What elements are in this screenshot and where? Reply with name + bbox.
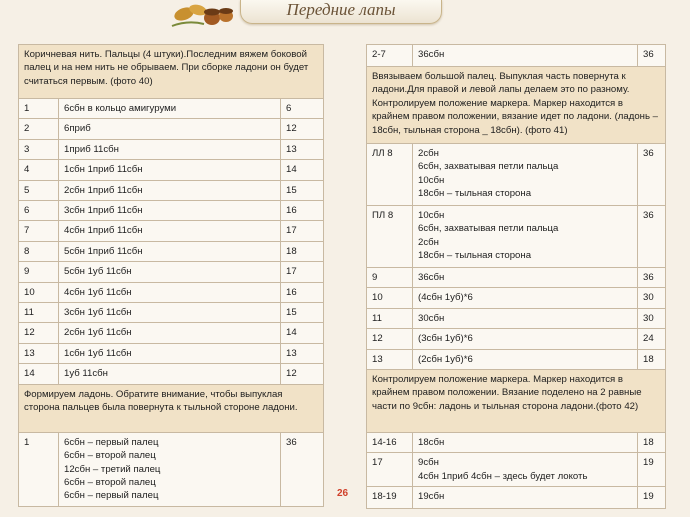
stitch-count: 30 (638, 288, 666, 308)
stitch-count: 18 (638, 433, 666, 453)
row-instructions: 10сбн 6сбн, захватывая петли пальца 2сбн 18сбн – тыльная сторона (413, 206, 638, 268)
table-row (19, 303, 324, 323)
table-row (19, 364, 324, 384)
row-instructions: 1сбн 1приб 11сбн (59, 160, 281, 180)
stitch-count: 14 (281, 160, 324, 180)
row-number: 11 (19, 303, 59, 323)
stitch-count: 16 (281, 282, 324, 302)
row-number: 8 (19, 241, 59, 261)
table-row (367, 487, 666, 509)
table-row (367, 144, 666, 206)
left-pattern-table (18, 44, 324, 507)
table-row (19, 180, 324, 200)
stitch-count: 36 (281, 432, 324, 506)
stitch-count: 24 (638, 329, 666, 349)
table-row (367, 349, 666, 369)
row-number: 1 (19, 99, 59, 119)
stitch-count: 13 (281, 139, 324, 159)
row-number: 10 (19, 282, 59, 302)
row-instructions: (4сбн 1уб)*6 (413, 288, 638, 308)
right-pattern-table (366, 44, 666, 509)
stitch-count: 15 (281, 180, 324, 200)
table-row (367, 433, 666, 453)
stitch-count: 13 (281, 343, 324, 363)
stitch-count: 15 (281, 303, 324, 323)
stitch-count: 17 (281, 221, 324, 241)
row-number: 13 (19, 343, 59, 363)
table-row (19, 99, 324, 119)
row-instructions: 19сбн (413, 487, 638, 509)
table-row (367, 308, 666, 328)
row-instructions: 9сбн 4сбн 1приб 4сбн – здесь будет локоть (413, 453, 638, 487)
row-number: 17 (367, 453, 413, 487)
stitch-count: 18 (638, 349, 666, 369)
stitch-count: 14 (281, 323, 324, 343)
table-row (19, 323, 324, 343)
row-instructions: 5сбн 1уб 11сбн (59, 262, 281, 282)
acorn-leaf-decoration (168, 0, 240, 30)
section-intro-row (19, 45, 324, 99)
row-number: 7 (19, 221, 59, 241)
row-instructions: 3сбн 1уб 11сбн (59, 303, 281, 323)
stitch-count: 12 (281, 364, 324, 384)
section-intro-row (19, 384, 324, 432)
row-number: 10 (367, 288, 413, 308)
stitch-count: 19 (638, 487, 666, 509)
row-instructions: (3сбн 1уб)*6 (413, 329, 638, 349)
row-number: 13 (367, 349, 413, 369)
row-instructions: 30сбн (413, 308, 638, 328)
row-instructions: 36сбн (413, 45, 638, 67)
section-intro-row (367, 370, 666, 433)
row-number: 9 (367, 268, 413, 288)
row-instructions: 2сбн 1приб 11сбн (59, 180, 281, 200)
table-row (367, 268, 666, 288)
table-row (19, 343, 324, 363)
table-row (19, 139, 324, 159)
marker-note: Контролируем положение маркера. Маркер находится в крайнем правом положении. Вязание поделено на 2 равные части по 9сбн: ладонь и тыльная сторона ладони.(фото 42) (367, 370, 666, 433)
row-instructions: 36сбн (413, 268, 638, 288)
table-row (19, 432, 324, 506)
page-number: 26 (337, 488, 349, 499)
table-row (19, 282, 324, 302)
row-number: 11 (367, 308, 413, 328)
row-instructions: 6сбн – первый палец 6сбн – второй палец 12сбн – третий палец 6сбн – второй палец 6сбн – первый палец (59, 432, 281, 506)
stitch-count: 36 (638, 144, 666, 206)
stitch-count: 19 (638, 453, 666, 487)
row-number: 1 (19, 432, 59, 506)
row-number: ПЛ 8 (367, 206, 413, 268)
row-instructions: 1приб 11сбн (59, 139, 281, 159)
stitch-count: 18 (281, 241, 324, 261)
stitch-count: 36 (638, 268, 666, 288)
row-number: 14-16 (367, 433, 413, 453)
table-row (367, 206, 666, 268)
row-number: 2-7 (367, 45, 413, 67)
row-number: 5 (19, 180, 59, 200)
row-number: 3 (19, 139, 59, 159)
row-instructions: 1уб 11сбн (59, 364, 281, 384)
table-row (367, 453, 666, 487)
fingers-intro: Коричневая нить. Пальцы (4 штуки).Последним вяжем боковой палец и на нем нить не обрываем. При сборке ладони он будет считаться первым. (фото 40) (19, 45, 324, 99)
row-number: 12 (367, 329, 413, 349)
stitch-count: 36 (638, 206, 666, 268)
thumb-intro: Ввязываем большой палец. Выпуклая часть повернута к ладони.Для правой и левой лапы делаем это по разному. Контролируем положение маркера. Маркер находится в крайнем правом положении, вязание идет по ладони. (ладонь – 18сбн, тыльная сторона _ 18сбн). (фото 41) (367, 67, 666, 144)
row-number: 18-19 (367, 487, 413, 509)
page-title: Передние лапы (240, 0, 442, 24)
row-number: 14 (19, 364, 59, 384)
row-instructions: 2сбн 6сбн, захватывая петли пальца 10сбн 18сбн – тыльная сторона (413, 144, 638, 206)
row-instructions: 6сбн в кольцо амигуруми (59, 99, 281, 119)
row-number: 2 (19, 119, 59, 139)
table-row (19, 241, 324, 261)
row-instructions: 4сбн 1приб 11сбн (59, 221, 281, 241)
table-row (19, 201, 324, 221)
stitch-count: 16 (281, 201, 324, 221)
table-row (19, 262, 324, 282)
row-instructions: 6приб (59, 119, 281, 139)
stitch-count: 6 (281, 99, 324, 119)
stitch-count: 30 (638, 308, 666, 328)
palm-intro: Формируем ладонь. Обратите внимание, чтобы выпуклая сторона пальцев была повернута к тыльной стороне ладони. (19, 384, 324, 432)
row-instructions: 3сбн 1приб 11сбн (59, 201, 281, 221)
row-instructions: 1сбн 1уб 11сбн (59, 343, 281, 363)
stitch-count: 12 (281, 119, 324, 139)
row-number: 12 (19, 323, 59, 343)
section-intro-row (367, 67, 666, 144)
row-number: ЛЛ 8 (367, 144, 413, 206)
row-instructions: 18сбн (413, 433, 638, 453)
row-instructions: 2сбн 1уб 11сбн (59, 323, 281, 343)
row-number: 4 (19, 160, 59, 180)
row-instructions: 5сбн 1приб 11сбн (59, 241, 281, 261)
row-number: 6 (19, 201, 59, 221)
table-row (367, 288, 666, 308)
table-row (19, 221, 324, 241)
table-row (367, 45, 666, 67)
row-instructions: 4сбн 1уб 11сбн (59, 282, 281, 302)
table-row (367, 329, 666, 349)
row-number: 9 (19, 262, 59, 282)
stitch-count: 17 (281, 262, 324, 282)
table-row (19, 160, 324, 180)
row-instructions: (2сбн 1уб)*6 (413, 349, 638, 369)
stitch-count: 36 (638, 45, 666, 67)
table-row (19, 119, 324, 139)
